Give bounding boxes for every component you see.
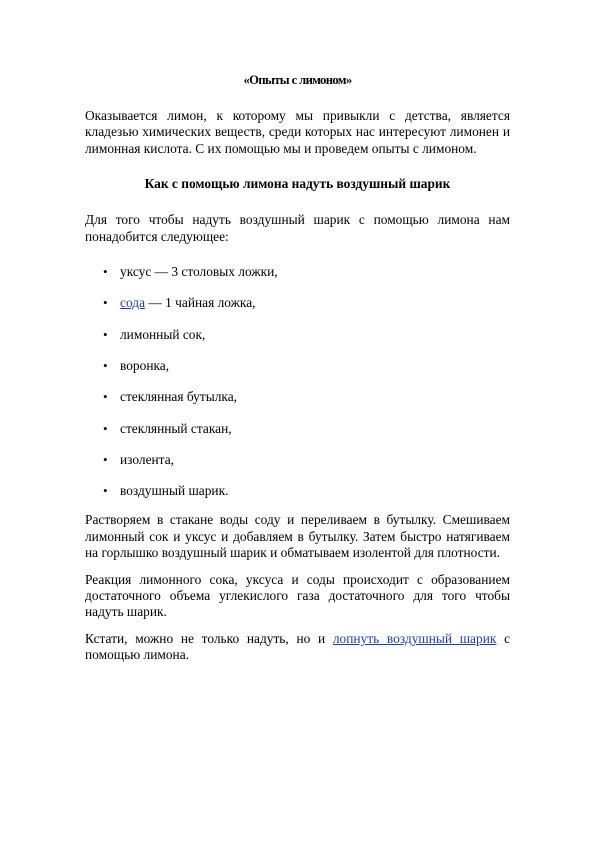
list-item-text: лимонный сок,: [120, 326, 206, 342]
ingredients-list: [85, 264, 510, 499]
list-item: [85, 421, 510, 437]
also-text-after: с помощью лимона.: [85, 630, 511, 663]
list-item: [85, 358, 510, 374]
also-paragraph: [85, 631, 510, 664]
bullet-icon: •: [103, 264, 108, 280]
soda-link[interactable]: сода: [120, 295, 146, 311]
bullet-icon: •: [103, 389, 108, 405]
also-text-before: Кстати, можно не только надуть, но и: [85, 630, 333, 646]
bullet-icon: •: [103, 326, 108, 342]
list-item: [85, 452, 510, 468]
dissolve-paragraph: Растворяем в стакане воды соду и переливаем в бутылку. Смешиваем лимонный сок и уксус и добавляем в бутылку. Затем быстро натягиваем на горлышко воздушный шарик и обматываем изолентой для плотности.: [85, 512, 510, 561]
list-item: [85, 389, 510, 405]
document-page: [85, 72, 510, 664]
lead-paragraph: Для того чтобы надуть воздушный шарик с помощью лимона нам понадобится следующее:: [85, 212, 510, 244]
list-item-text: уксус — 3 столовых ложки,: [120, 264, 278, 280]
reaction-paragraph: Реакция лимонного сока, уксуса и соды происходит с образованием достаточного объема углекислого газа достаточного для того чтобы надуть шарик.: [85, 571, 510, 620]
list-item-text: — 1 чайная ложка,: [145, 295, 256, 311]
list-item-text: стеклянная бутылка,: [120, 389, 237, 405]
list-item-text: воздушный шарик.: [120, 483, 229, 499]
list-item: [85, 264, 510, 280]
intro-paragraph: Оказывается лимон, к которому мы привыкли с детства, является кладезью химических веществ, среди которых нас интересуют лимонен и лимонная кислота. С их помощью мы и проведем опыты с лимоном.: [85, 108, 510, 156]
bullet-icon: •: [103, 420, 108, 436]
pop-balloon-link[interactable]: лопнуть воздушный шарик: [332, 630, 497, 646]
bullet-icon: •: [103, 483, 108, 499]
bullet-icon: •: [103, 295, 108, 311]
list-item: [85, 327, 510, 343]
list-item-text: воронка,: [120, 357, 170, 373]
list-item-text: стеклянный стакан,: [120, 420, 232, 436]
bullet-icon: •: [103, 451, 108, 467]
list-item: [85, 295, 510, 311]
list-item: [85, 483, 510, 499]
section-heading: Как с помощью лимона надуть воздушный шарик: [144, 176, 451, 192]
document-title: «Опыты с лимоном»: [243, 73, 352, 87]
list-item-text: изолента,: [120, 451, 174, 467]
bullet-icon: •: [103, 357, 108, 373]
